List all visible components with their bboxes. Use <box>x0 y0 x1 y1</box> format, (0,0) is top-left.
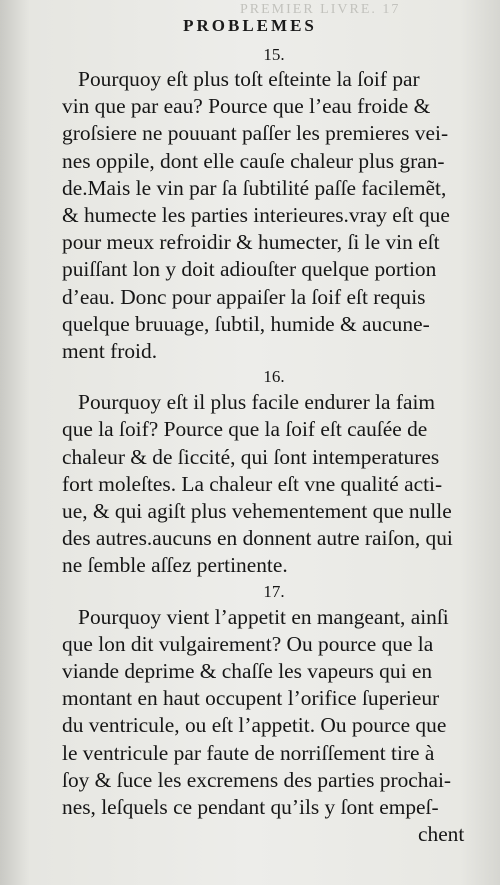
text-line: pour meux refroidir & humecter, ſi le vin eſt <box>62 230 440 255</box>
text-line: ſoy & ſuce les excremens des parties prochai- <box>62 767 452 792</box>
text-line: nes oppile, dont elle cauſe chaleur plus gran- <box>62 148 445 173</box>
text-line: Pourquoy eſt plus toſt eſteinte la ſoif par <box>62 67 420 91</box>
running-header: PROBLEMES <box>183 16 317 35</box>
text-line: d’eau. Donc pour appaiſer la ſoif eſt requis <box>62 284 426 309</box>
text-line: ne ſemble aſſez pertinente. <box>62 553 288 578</box>
text-line: le ventricule par faute de norriſſement tire à <box>62 740 435 765</box>
text-line: Pourquoy eſt il plus facile endurer la faim <box>62 390 436 415</box>
text-line: Pourquoy vient l’appetit en mangeant, ainſi <box>62 604 449 629</box>
text-line: que lon dit vulgairement? Ou pource que la <box>62 631 434 656</box>
text-line: du ventricule, ou eſt l’appetit. Ou pource que <box>62 713 447 738</box>
problem-number: 15. <box>263 45 285 64</box>
bleed-through-text: PREMIER LIVRE. 17 <box>240 2 401 17</box>
problem-number: 17. <box>263 581 285 601</box>
text-line: ment froid. <box>62 339 158 364</box>
problem-paragraph <box>62 66 486 365</box>
text-line: vin que par eau? Pource que l’eau froide & <box>62 94 431 119</box>
text-line: puiſſant lon y doit adiouſter quelque portion <box>62 257 437 282</box>
text-line: que la ſoif? Pource que la ſoif eſt cauſée de <box>62 417 428 442</box>
catchword: chent <box>418 822 465 847</box>
problem-number: 16. <box>263 367 285 387</box>
text-line: ue, & qui agiſt plus vehementement que nulle <box>62 499 452 524</box>
page-body <box>62 44 486 848</box>
problem-paragraph <box>62 604 486 822</box>
text-line: viande deprime & chaſſe les vapeurs qui en <box>62 659 433 684</box>
text-line: fort moleſtes. La chaleur eſt vne qualité acti- <box>62 471 443 496</box>
text-line: chaleur & de ſiccité, qui ſont intemperatures <box>62 444 440 469</box>
text-line: de.Mais le vin par ſa ſubtilité paſſe facilemẽt, <box>62 175 447 200</box>
text-line: montant en haut occupent l’orifice ſuperieur <box>62 686 440 711</box>
text-line: quelque bruuage, ſubtil, humide & aucune- <box>62 311 430 336</box>
text-line: & humecte les parties interieures.vray eſt que <box>62 203 450 228</box>
text-line: des autres.aucuns en donnent autre raiſon, qui <box>62 526 453 551</box>
text-line: groſsiere ne pouuant paſſer les premieres vei- <box>62 121 449 146</box>
text-line: nes, leſquels ce pendant qu’ils y ſont empeſ- <box>62 795 439 820</box>
problem-paragraph <box>62 389 486 579</box>
